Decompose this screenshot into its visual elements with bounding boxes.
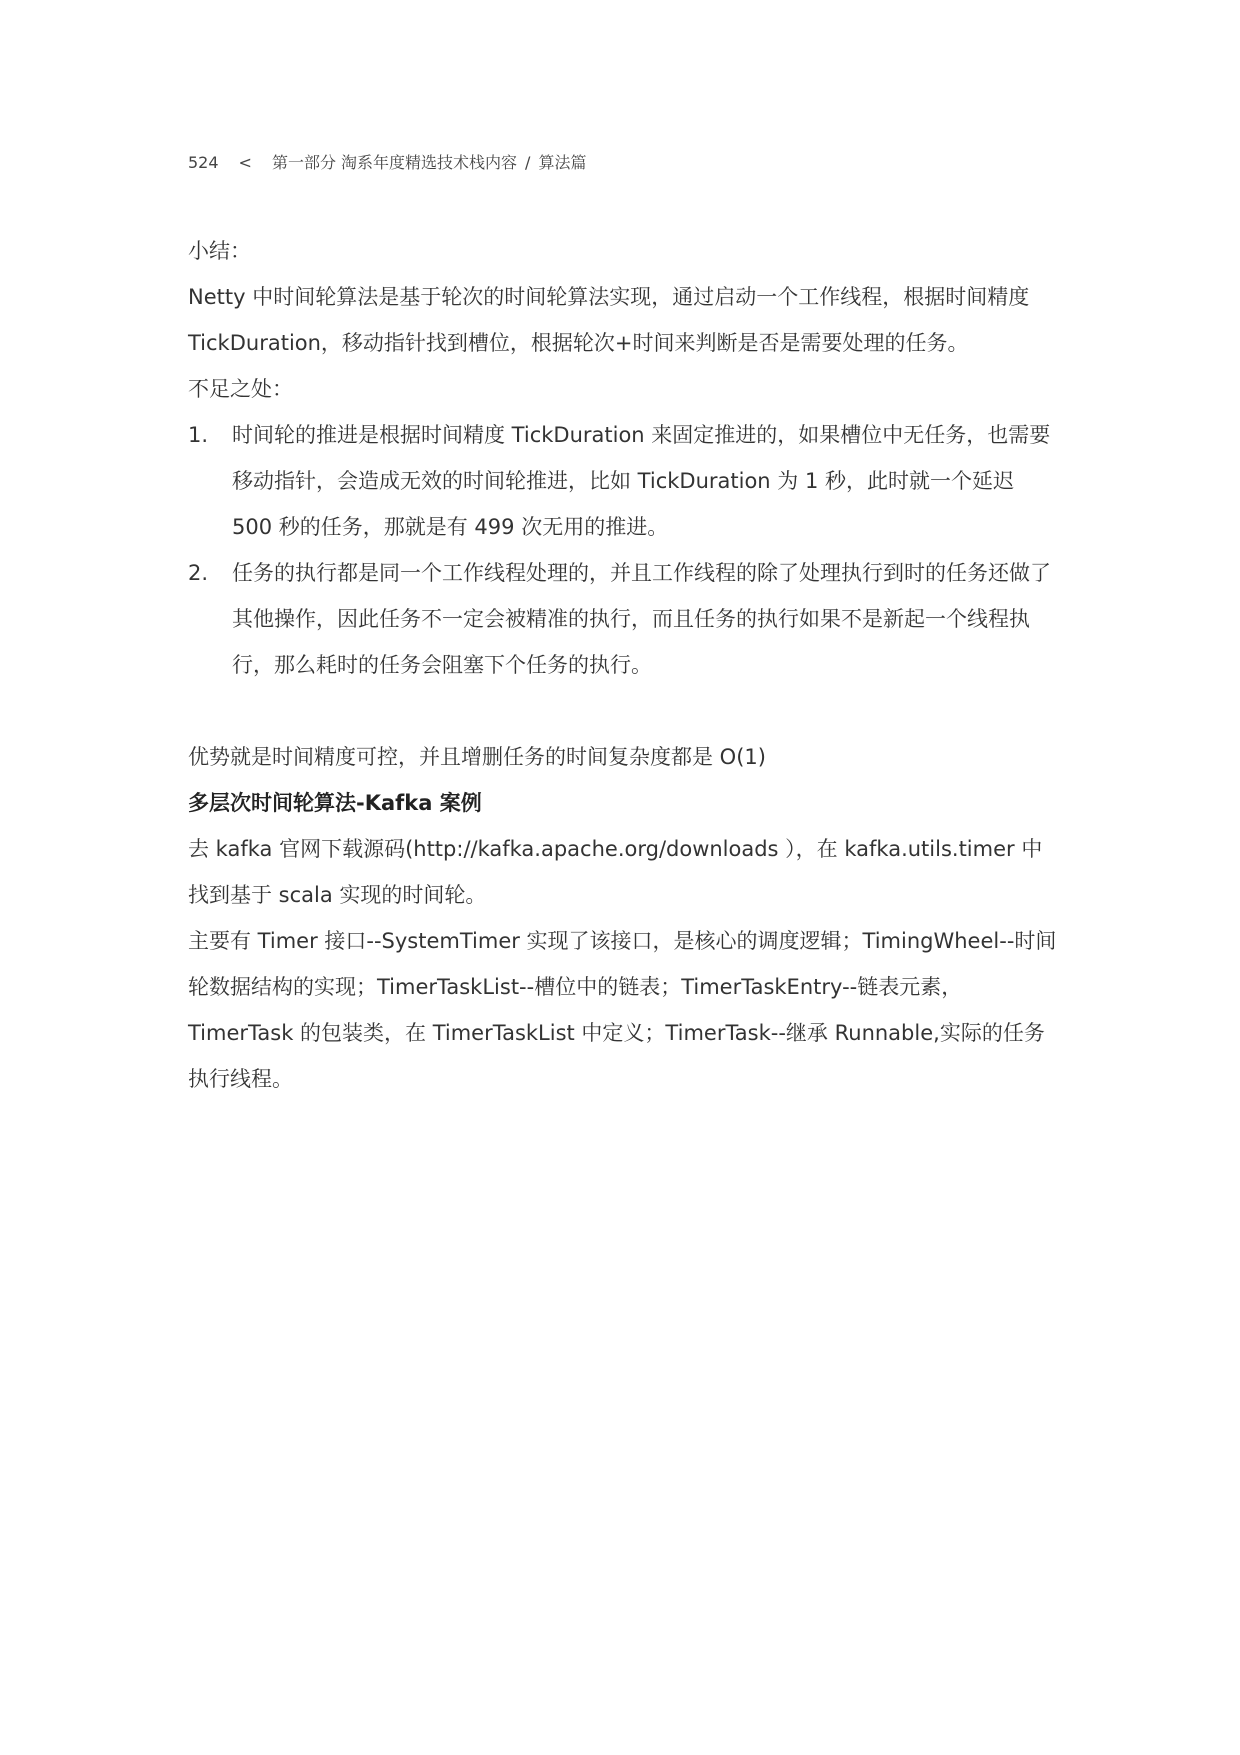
list-item — [188, 412, 1058, 550]
main-content — [188, 228, 1058, 1102]
list-item-number: 2. — [188, 561, 209, 585]
page-number: 524 — [188, 153, 219, 172]
list-item — [188, 550, 1058, 688]
running-header — [188, 150, 586, 173]
section-heading: 多层次时间轮算法-Kafka 案例 — [188, 791, 482, 815]
header-separator: / — [525, 153, 531, 172]
advantage-paragraph: 优势就是时间精度可控，并且增删任务的时间复杂度都是 O(1) — [188, 745, 766, 769]
list-item-number: 1. — [188, 423, 209, 447]
section-title: 算法篇 — [538, 153, 587, 172]
back-chevron-icon: < — [238, 153, 252, 172]
kafka-paragraph-1: 去 kafka 官网下载源码(http://kafka.apache.org/downloads ），在 kafka.utils.timer 中找到基于 scala 实现的时间轮。 — [188, 837, 1043, 907]
summary-heading: 小结： — [188, 239, 251, 263]
drawbacks-heading: 不足之处： — [188, 377, 293, 401]
part-title: 第一部分 淘系年度精选技术栈内容 — [271, 153, 518, 172]
list-item-text: 任务的执行都是同一个工作线程处理的，并且工作线程的除了处理执行到时的任务还做了其他操作，因此任务不一定会被精准的执行，而且任务的执行如果不是新起一个线程执行，那么耗时的任务会阻塞下个任务的执行。 — [232, 561, 1051, 677]
list-item-text: 时间轮的推进是根据时间精度 TickDuration 来固定推进的，如果槽位中无任务，也需要移动指针，会造成无效的时间轮推进，比如 TickDuration 为 1 秒，此时就一个延迟 500 秒的任务，那就是有 499 次无用的推进。 — [232, 423, 1051, 539]
kafka-paragraph-2: 主要有 Timer 接口--SystemTimer 实现了该接口，是核心的调度逻辑；TimingWheel--时间轮数据结构的实现；TimerTaskList--槽位中的链表；TimerTaskEntry--链表元素，TimerTask 的包装类，在 TimerTaskList 中定义；TimerTask--继承 Runnable,实际的任务执行线程。 — [188, 929, 1057, 1091]
drawbacks-list — [188, 412, 1058, 688]
summary-paragraph: Netty 中时间轮算法是基于轮次的时间轮算法实现，通过启动一个工作线程，根据时间精度 TickDuration，移动指针找到槽位，根据轮次+时间来判断是否是需要处理的任务。 — [188, 285, 1030, 355]
